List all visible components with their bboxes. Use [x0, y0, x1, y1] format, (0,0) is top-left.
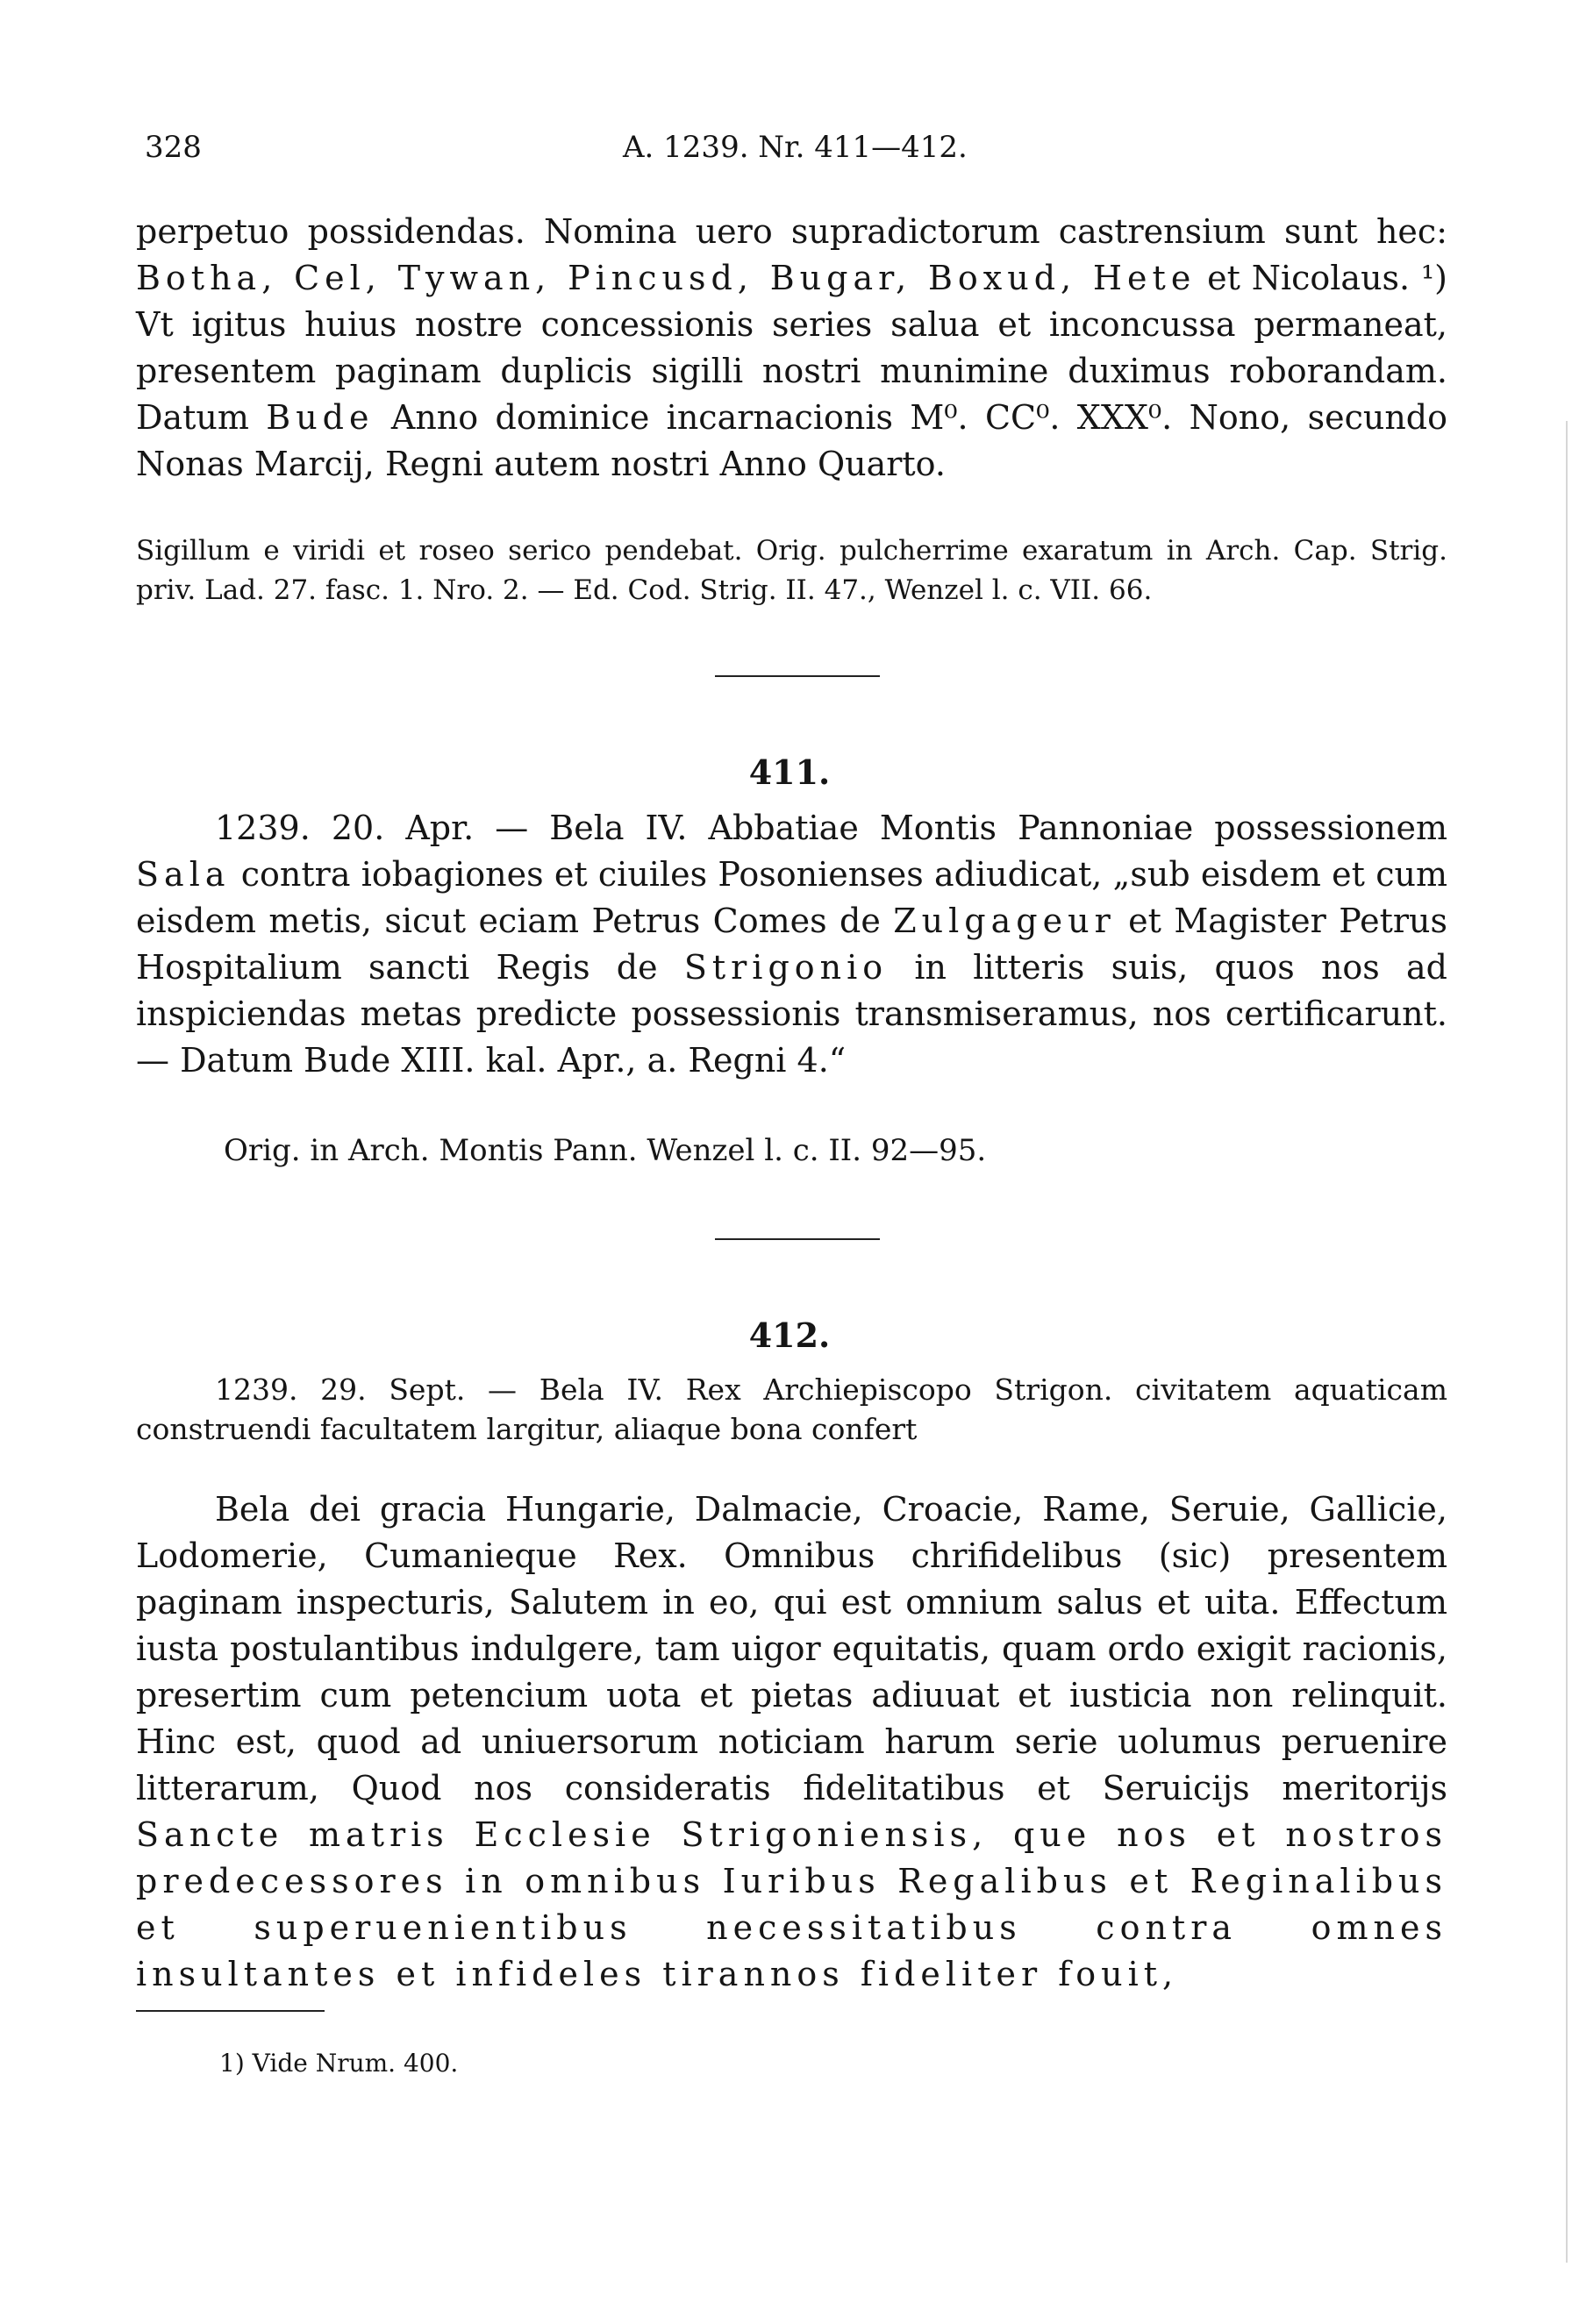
section-divider — [715, 675, 880, 677]
document-number-411: 411. — [748, 752, 831, 792]
place-strigonio: Strigonio — [683, 948, 889, 987]
continuation-text-2: et Nicolaus. ¹) Vt igitus huius nostre concessionis series salua et inconcussa permaneat, presentem paginam duplicis sigilli nostri munimine duximus roborandam. Datum — [136, 259, 1447, 437]
doc412-text-1: Bela dei gracia Hungarie, Dalmacie, Croacie, Rame, Seruie, Gallicie, Lodomerie, Cumanieque Rex. Omnibus chrifidelibus (sic) presentem paginam inspecturis, Salutem in eo, qui est omnium salus et uita. Effectum iusta postulantibus indulgere, tam uigor equitatis, quam ordo exigit racionis, presertim cum petencium uota et pietas adiuuat et iusticia non relinquit. Hinc est, quod ad uniuersorum noticiam harum serie uolumus peruenire litterarum, Quod nos consideratis fidelitatibus et Seruicijs meritorijs — [136, 1490, 1447, 1807]
footnote: 1) Vide Nrum. 400. — [219, 2049, 459, 2078]
place-zulgageur: Zulgageur — [893, 902, 1116, 940]
place-bude: Bude — [266, 398, 375, 437]
page-header — [0, 130, 1579, 174]
doc412-spaced-passage: Sancte matris Ecclesie Strigoniensis, que nos et nostros predecessores in omnibus Iuribus Regalibus et Reginalibus et superuenientibus necessitatibus contra omnes insultantes et infideles tirannos fideliter fouit, — [136, 1815, 1447, 1993]
doc412-summary: 1239. 29. Sept. — Bela IV. Rex Archiepiscopo Strigon. civitatem aquaticam construendi facultatem largitur, aliaque bona confert — [136, 1372, 1447, 1446]
page-number: 328 — [145, 130, 202, 165]
doc411-source: Orig. in Arch. Montis Pann. Wenzel l. c. II. 92—95. — [224, 1133, 987, 1168]
doc411-text-1: 1239. 20. Apr. — Bela IV. Abbatiae Montis Pannoniae possessionem — [215, 809, 1447, 847]
doc411-text-2: contra iobagiones et ciuiles Posonienses adiudicat, „sub eisdem et cum eisdem metis, sicut eciam Petrus Comes de — [136, 855, 1447, 940]
footnote-divider — [136, 2010, 325, 2012]
continuation-text-3: Anno dominice incarnacionis M⁰. CC⁰. XXX⁰. Nono, secundo Nonas Marcij, Regni autem nostri Anno Quarto. — [136, 398, 1447, 483]
castrensium-names: Botha, Cel, Tywan, Pincusd, Bugar, Boxud, Hete — [136, 259, 1197, 297]
document-number-412: 412. — [748, 1315, 831, 1355]
running-title: A. 1239. Nr. 411—412. — [623, 130, 968, 165]
continuation-paragraph — [136, 209, 1447, 488]
seal-note: Sigillum e viridi et roseo serico pendebat. Orig. pulcherrime exaratum in Arch. Cap. Strig. priv. Lad. 27. fasc. 1. Nro. 2. — Ed. Cod. Strig. II. 47., Wenzel l. c. VII. 66. — [136, 535, 1447, 606]
section-divider — [715, 1238, 880, 1240]
continuation-text-1: perpetuo possidendas. Nomina uero supradictorum castrensium sunt hec: — [136, 212, 1447, 251]
doc411-regest — [136, 805, 1447, 1084]
doc412-body — [136, 1486, 1447, 1998]
doc411-text-3: et Magister Petrus Hospitalium sancti Regis de — [136, 902, 1447, 987]
place-sala: Sala — [136, 855, 231, 894]
doc411-text-4: in litteris suis, quos nos ad inspiciendas metas predicte possessionis transmiseramus, nos certificarunt. — Datum Bude XIII. kal. Apr., a. Regni 4.“ — [136, 948, 1447, 1080]
